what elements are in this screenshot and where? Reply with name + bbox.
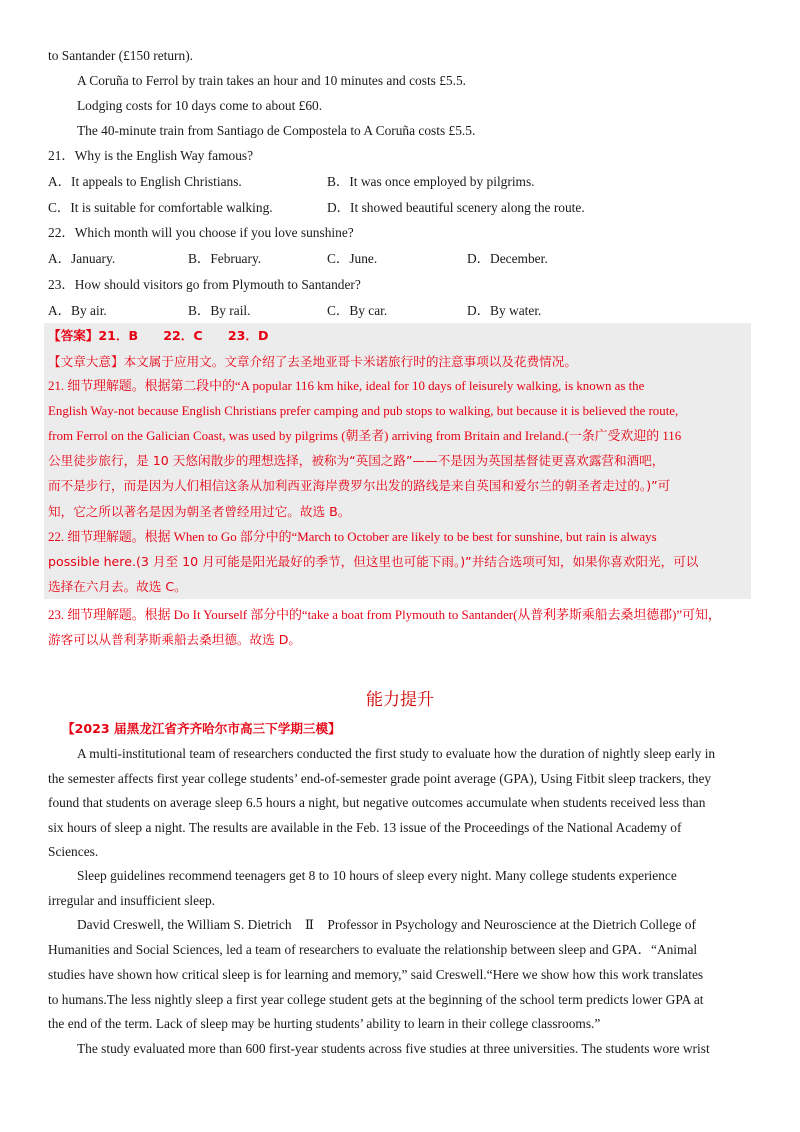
article-line: studies have shown how critical sleep is for learning and memory,” said Creswell.“Here we show how this work translates [48, 967, 704, 982]
section-heading: 能力提升 [366, 690, 434, 710]
explanation-22-line: 22. 细节理解题。根据 When to Go 部分中的“March to October are likely to be best for sunshine, but rain is always [48, 530, 657, 544]
question-23-option-a: A．By air. [48, 303, 107, 318]
question-23-option-d: D．By water. [467, 303, 542, 318]
question-22-option-c: C．June. [327, 251, 378, 266]
question-22-option-b: B．February. [188, 251, 262, 266]
explanation-22-line: 选择在六月去。故选 C。 [48, 579, 187, 594]
article-line: Humanities and Social Sciences, led a team of researchers to evaluate the relationship between sleep and GPA．“Animal [48, 942, 698, 957]
passage-line: A Coruña to Ferrol by train takes an hour and 10 minutes and costs £5.5. [77, 73, 467, 88]
question-22-option-d: D．December. [467, 251, 548, 266]
article-line: six hours of sleep a night. The results are available in the Feb. 13 issue of the Proceedings of the National Academy of [48, 820, 682, 835]
explanation-23-line: 游客可以从普利茅斯乘船去桑坦德。故选 D。 [48, 632, 301, 647]
explanation-21-line: 知，它之所以著名是因为朝圣者曾经用过它。故选 B。 [48, 504, 351, 519]
question-21-option-a: A．It appeals to English Christians. [48, 174, 242, 189]
article-line: the semester affects first year college students’ end-of-semester grade point average (GPA), Using Fitbit sleep trackers, they [48, 771, 712, 786]
article-line: Sciences. [48, 844, 99, 859]
article-line: to humans.The less nightly sleep a first year college student gets at the beginning of the school term predicts lower GPA at [48, 992, 704, 1007]
question-21-stem: 21．Why is the English Way famous? [48, 148, 254, 163]
question-23-option-c: C．By car. [327, 303, 388, 318]
article-line: The study evaluated more than 600 first-year students across five studies at three universities. The students wore wrist [77, 1041, 710, 1056]
explanation-21-line: 21. 细节理解题。根据第二段中的“A popular 116 km hike, ideal for 10 days of leisurely walking, is known as the [48, 379, 645, 393]
article-line: irregular and insufficient sleep. [48, 893, 216, 908]
question-21-option-b: B．It was once employed by pilgrims. [327, 174, 535, 189]
explanation-21-line: from Ferrol on the Galician Coast, was used by pilgrims (朝圣者) arriving from Britain and Ireland.(一条广受欢迎的 116 [48, 429, 682, 443]
explanation-21-line: 公里徒步旅行，是 10 天悠闲散步的理想选择，被称为“英国之路”——不是因为英国基督徒更喜欢露营和酒吧， [48, 453, 665, 468]
explanation-21-line: 而不是步行，而是因为人们相信这条从加利西亚海岸费罗尔出发的路线是来自英国和爱尔兰的朝圣者走过的。)”可 [48, 478, 671, 493]
explanation-21-line: English Way-not because English Christians prefer camping and pub stops to walking, but because it is believed the route, [48, 404, 679, 418]
question-23-stem: 23．How should visitors go from Plymouth to Santander? [48, 277, 361, 292]
article-line: David Creswell, the William S. Dietrich Ⅱ Professor in Psychology and Neuroscience at the Dietrich College of [77, 917, 696, 932]
question-22-stem: 22．Which month will you choose if you love sunshine? [48, 225, 354, 240]
explanation-22-line: possible here.(3 月至 10 月可能是阳光最好的季节，但这里也可能下雨。)”并结合选项可知，如果你喜欢阳光，可以 [48, 554, 699, 569]
question-21-option-d: D．It showed beautiful scenery along the route. [327, 200, 585, 215]
article-line: the end of the term. Lack of sleep may be hurting students’ ability to learn in their college classrooms.” [48, 1016, 601, 1031]
passage-line: to Santander (£150 return). [48, 48, 194, 63]
passage-line: Lodging costs for 10 days come to about £60. [77, 98, 323, 113]
article-line: Sleep guidelines recommend teenagers get 8 to 10 hours of sleep every night. Many college students experience [77, 868, 677, 883]
question-23-option-b: B．By rail. [188, 303, 251, 318]
question-22-option-a: A．January. [48, 251, 116, 266]
article-line: found that students on average sleep 6.5 hours a night, but negative outcomes accumulate when students received less than [48, 795, 706, 810]
article-line: A multi-institutional team of researchers conducted the first study to evaluate how the duration of nightly sleep early in [77, 746, 716, 761]
explanation-23-line: 23. 细节理解题。根据 Do It Yourself 部分中的“take a boat from Plymouth to Santander(从普利茅斯乘船去桑坦德郡)”可知， [48, 608, 721, 622]
passage-summary: 【文章大意】本文属于应用文。文章介绍了去圣地亚哥卡米诺旅行时的注意事项以及花费情况。 [48, 354, 577, 369]
answer-key: 【答案】21．B 22．C 23．D [48, 328, 269, 343]
source-tag: 【2023 届黑龙江省齐齐哈尔市高三下学期三模】 [62, 721, 341, 736]
passage-line: The 40-minute train from Santiago de Compostela to A Coruña costs £5.5. [77, 123, 476, 138]
question-21-option-c: C．It is suitable for comfortable walking. [48, 200, 273, 215]
